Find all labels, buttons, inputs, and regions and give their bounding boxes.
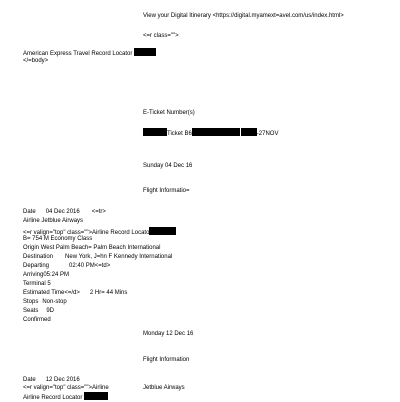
departing-value: 02:40 PM<=td> [69, 263, 111, 269]
arriving-row [23, 272, 69, 279]
ticket-suffix: -27NOV [256, 131, 279, 137]
booking-status: Confirmed [23, 317, 51, 323]
markup-fragment: <=tr> [91, 209, 106, 215]
airline-row [23, 385, 109, 392]
origin-label: Origin [23, 245, 40, 251]
redaction-bar [241, 128, 257, 136]
eticket-number [143, 128, 278, 138]
arriving-value: 05:24 PM [43, 272, 70, 278]
flight-date-row [23, 377, 80, 384]
destination-row [23, 254, 172, 261]
redaction-bar [134, 48, 156, 56]
redaction-bar [192, 128, 240, 136]
date-value: 04 Dec 2016 [45, 209, 80, 215]
airline-locator-text: <=r valign="top" class="">Airline Record Locato [23, 230, 150, 236]
flight-date-row [23, 209, 106, 216]
markup-fragment: <=r class=""> [143, 33, 179, 39]
terminal-row: Terminal 5 [23, 281, 51, 287]
departing-label: Departing [23, 263, 50, 269]
ticket-prefix: Ticket B6 [167, 131, 192, 137]
seats-row [23, 308, 54, 315]
fare-class-row: B= 754 M Economy Class [23, 236, 93, 242]
redaction-bar [84, 392, 108, 400]
flight-day-header: Monday 12 Dec 16 [143, 331, 194, 337]
date-label: Date [23, 377, 36, 383]
flight-day-header: Sunday 04 Dec 16 [143, 163, 193, 169]
flight-info-header: Flight Informatio= [143, 188, 190, 194]
destination-label: Destination [23, 254, 54, 260]
origin-row [23, 245, 160, 252]
redaction-bar [143, 128, 167, 136]
arriving-label: Arriving [23, 272, 44, 278]
stops-value: Non-stop [42, 299, 67, 305]
airline-locator-row [23, 392, 108, 402]
itinerary-link[interactable]: View your Digital Itinerary <https://digital.myamext=avel.com/us/index.html> [143, 13, 344, 19]
markup-fragment: </=body> [23, 58, 49, 64]
airline-value: Jetblue Airways [41, 218, 84, 224]
redaction-bar [149, 227, 176, 235]
markup-fragment: <=r valign="top" class="">Airline [23, 385, 109, 391]
origin-value: West Palm Beach= Palm Beach International [40, 245, 161, 251]
estimated-value: 2 Hr= 44 Mins [89, 290, 128, 296]
airline-value: Jetblue Airways [143, 385, 185, 391]
seats-value: 9D [46, 308, 55, 314]
estimated-time-row [23, 290, 127, 297]
seats-label: Seats [23, 308, 39, 314]
estimated-label: Estimated Time<=/d> [23, 290, 80, 296]
travel-record-locator-label: American Express Travel Record Locator [23, 51, 133, 57]
stops-row [23, 299, 67, 306]
travel-record-locator [23, 48, 156, 58]
date-label: Date [23, 209, 36, 215]
departing-row [23, 263, 110, 270]
date-value: 12 Dec 2016 [45, 377, 80, 383]
eticket-heading: E-Ticket Number(s) [143, 110, 195, 116]
airline-locator-label: Airline Record Locator [23, 395, 83, 401]
airline-row [23, 218, 83, 225]
flight-info-header: Flight Information [143, 357, 190, 363]
airline-label: Airline [23, 218, 40, 224]
destination-value: New York, J=hn F Kennedy International [65, 254, 173, 260]
stops-label: Stops [23, 299, 39, 305]
